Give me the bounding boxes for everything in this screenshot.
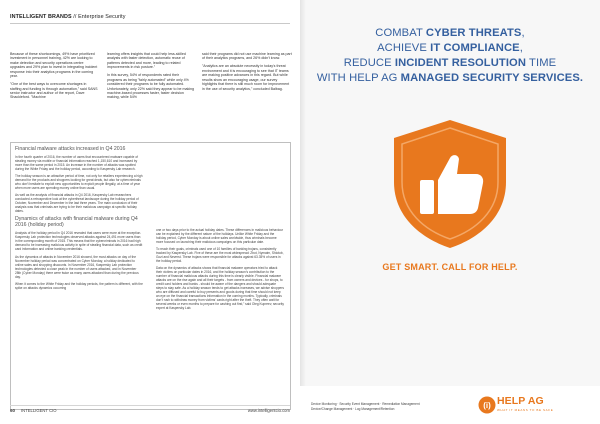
- paragraph: As well as the analysis of financial attacks in Q4 2016, Kaspersky Lab researchers conducted a retrospective look at the cyberthreat landscape during the holiday period of October, November and December in the last three years. The main conclusion of their analysis was that criminals are trying to be their malicious campaign at specific holiday dates.: [15, 193, 139, 214]
- paragraph: The holiday season is an attractive period of time, not only for retailers experiencing a high demand for the products and shoppers looking for great deals, but also for cybercriminals who don't hesitate to exploit new opportunities to exploit people illegally, at a time of year when more users are spending money online than usual.: [15, 174, 143, 191]
- page-fold-shadow: [300, 0, 306, 424]
- paragraph: one or two days prior to the actual holiday dates. These differences in malicious behaviour can be explained by the different nature of the holidays. Unlike White Friday and the holiday period, Cyber Monday is about online sales worldwide, thus criminals become more focused on launching their malicious campaigns on this particular date.: [156, 228, 284, 244]
- shield-thumbs-up-icon: [386, 116, 514, 252]
- footer-rule: [10, 405, 290, 406]
- paragraph: Data on the dynamics of attacks shows that financial malware operators tried to attack their victims on particular dates in 2016, and the holiday season's contribution to the number of financial malicious attacks during this time is clearly visible. Financial malware attacks are on the rise again and all their targets - from owners and devices - for shops, to credit card holders and banks - should be aware of the dangers and should adequate steps to stay safe. As a holiday season tends to get attacks increases, we advise shoppers who are diffused and careful to buy presents and goods during that time should not keep an eye on the financial transactions information in the coming months. Typically, criminals don't rush to withdraw money from victims' cards right after the theft. They often wait for several weeks or even months to prepare for cashing out first," said Oleg Kupreev, security expert at Kaspersky Lab.: [156, 266, 284, 311]
- box-subheading: Dynamics of attacks with financial malware during Q4 2016 (holiday period): [15, 216, 138, 229]
- ad-line-3: [300, 56, 600, 71]
- section-header: [10, 14, 126, 20]
- magazine-url: www.intelligentcio.com: [247, 408, 290, 413]
- services-line: Device/Change Management · Log Management/Retention: [311, 407, 395, 411]
- ad-text-bold: IT COMPLIANCE: [430, 42, 520, 54]
- ad-text: COMBAT: [375, 27, 426, 39]
- paragraph: Because of these shortcomings, 49% have prioritized investment in personnel training, 42% are looking to make detection and security operations centre upgrades and 29% plan to invest in integrating incident response into their analytics programs in the coming year.: [10, 52, 98, 79]
- article-column-1: [10, 52, 98, 103]
- box-column-2: [156, 228, 284, 313]
- logo-subtitle: WHAT IT MEANS TO BE SAFE: [497, 408, 554, 412]
- sidebar-box: [10, 142, 291, 410]
- services-line: Device Monitoring · Security Event Management · Remediation Management: [311, 402, 420, 406]
- ad-text-bold: MANAGED SECURITY SERVICES.: [400, 72, 584, 84]
- ad-line-4: [300, 71, 600, 86]
- section-label: Enterprise Security: [78, 14, 126, 20]
- article-column-3: [202, 52, 292, 94]
- logo-text: HELP AG: [497, 395, 544, 407]
- ad-line-1: COMBAT CYBER THREATS,: [375, 27, 525, 39]
- ad-text-bold: INCIDENT RESOLUTION: [394, 57, 527, 69]
- ad-text: ACHIEVE: [377, 42, 431, 54]
- ad-text: WITH HELP AG: [316, 72, 401, 84]
- ad-text: TIME: [526, 57, 557, 69]
- svg-text:(i): (i): [483, 401, 491, 411]
- paragraph: said their programs did not use machine learning as part of their analytics programs, and 26% didn't know.: [202, 52, 292, 61]
- magazine-name: INTELLIGENT CIO: [21, 408, 57, 413]
- paragraph: "One of the best ways to overcome shortages in staffing and funding is through automation," said SANS senior instructor and author of the report, Dave Shackleford. "Machine: [10, 82, 98, 100]
- page-number: 60: [10, 408, 16, 413]
- advertisement-page: [300, 0, 600, 424]
- article-column-2: [107, 52, 195, 103]
- paragraph: When it comes to the White Friday and the holiday periods, the pattern is different, with the spike on attacks dynamics occurring: [15, 281, 143, 290]
- paragraph: In the fourth quarter of 2016, the number of users that encountered malware capable of stealing money via mobile or financial information reached 1,150,610 and increased by more than the same period in 2015. An increase in the number of attacks was spotted during the White Friday and the holiday period, according to Kaspersky Lab research.: [15, 155, 138, 172]
- paragraph: To reach their goals, criminals used one of 10 families of banking trojans, consistently tracked by Kaspersky Lab. Five of these are the most widespread: Zbot, Nymaim, Shiotob, Gozi and Neverst. These trojans were responsible for attacks against 63.35% of users in the holiday period.: [156, 247, 284, 264]
- header-separator: //: [71, 14, 79, 20]
- ad-services-list: [311, 402, 476, 412]
- ad-text: REDUCE: [343, 57, 395, 69]
- paragraph: As the dynamics of attacks in November 2016 showed, the most attacks on day of the November holiday period was concentrated on Cyber Monday, a holiday dedicated to online sales and shopping discounts. In November 2016, Kaspersky Lab protection technologies detected a close peak in the number of users attacked, and in November 28th (Cyber Monday) there were twice as many users attacked than during the previous day.: [15, 254, 139, 279]
- box-column-1: [15, 146, 143, 293]
- header-rule: [10, 23, 290, 24]
- box-heading: Financial malware attacks increased in Q4 2016: [15, 146, 126, 152]
- paragraph: In this survey, 54% of respondents rated their programs as being "fairly automated" while only 4% considered their programs to be fully automated. Unfortunately, only 22% said they appear to be making machine-based processes faster, faster decision making, while 54%: [107, 73, 195, 100]
- brand-label: INTELLIGENT BRANDS: [10, 14, 72, 20]
- ad-line-2: ACHIEVE IT COMPLIANCE,: [377, 42, 523, 54]
- ad-text-bold: CYBER THREATS: [425, 27, 522, 39]
- ad-tagline: GET SMART. CALL FOR HELP.: [382, 262, 518, 272]
- paragraph: "Analytics are an absolute necessity in today's threat environment and it is encouraging to see that IT teams are making positive advances in this regard. But while results show an encouraging usage, our survey highlights that there is still much room for improvement in the use of security analytics," concluded Balbag.: [202, 64, 290, 91]
- paragraph: learning offers insights that could help less-skilled analysts with faster detection, automatic reuse of patterns detected and more, leading to related improvements in risk posture.": [107, 52, 186, 70]
- paragraph: Analysis of the holiday period in Q4 2016 revealed that users were more at the exception. Kaspersky Lab protection technologies observed attacks against 24,491 more users than in the corresponding month of 2015. This means that the cybercriminals in 2016 had high demand to be increasing malicious activity in spite of stealing financial data, such as credit card information and online banking credentials.: [15, 231, 143, 252]
- ad-headline: [300, 26, 600, 86]
